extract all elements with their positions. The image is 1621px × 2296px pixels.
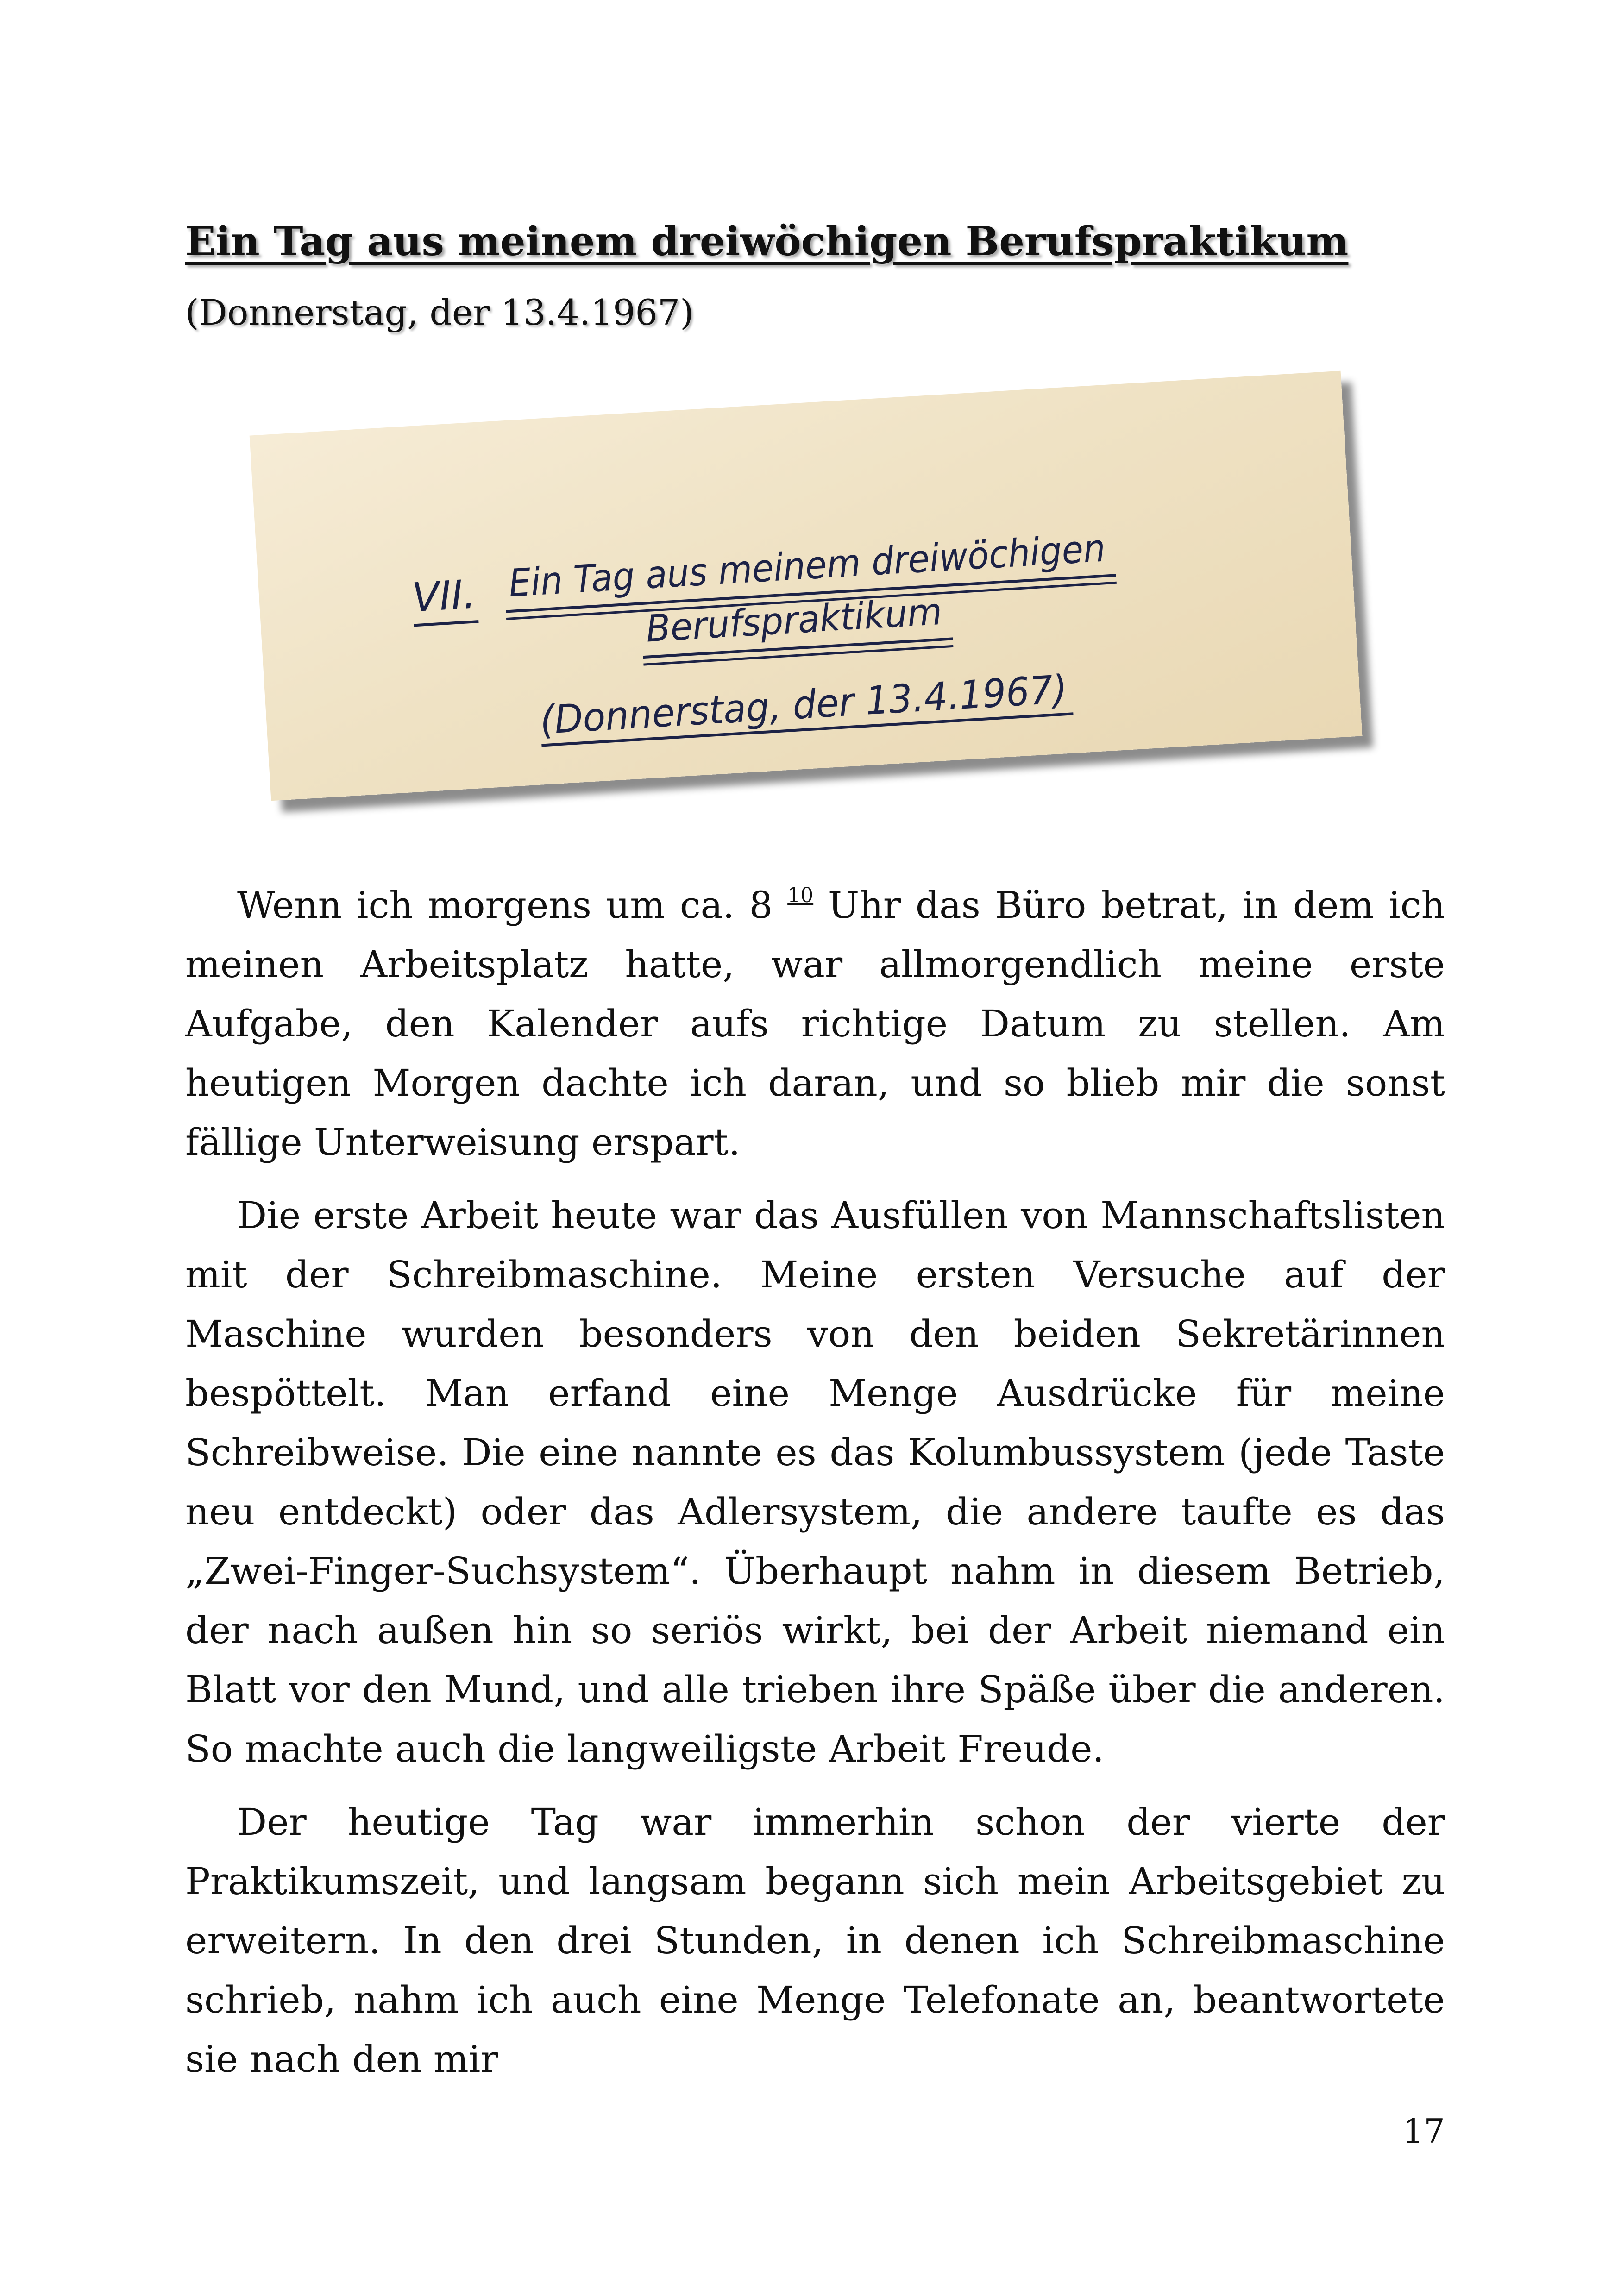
paragraph-3: Der heutige Tag war immerhin schon der vierte der Praktikumszeit, und langsam begann sich mein Arbeitsgebiet zu erweitern. In den drei Stunden, in denen ich Schreibmaschine schrieb, nahm ich auch eine Menge Telefonate an, beantwortete sie nach den mir (185, 1800, 1445, 2081)
chapter-title: Ein Tag aus meinem dreiwöchigen Berufspraktikum (185, 218, 1349, 265)
paragraph-1 (185, 866, 1445, 1172)
p1-rest: Uhr das Büro betrat, in dem ich meinen Arbeitsplatz hatte, war allmorgendlich meine erste Aufgabe, den Kalender aufs richtige Datum zu stellen. Am heutigen Morgen dachte ich daran, und so blieb mir die sonst fällige Unterweisung erspart. (185, 884, 1445, 1164)
p1-start: Wenn ich morgens um ca. 8 (237, 884, 788, 927)
handwriting-svg (250, 371, 1363, 801)
numeral-underline (414, 621, 479, 625)
handwritten-note-photo (250, 371, 1363, 801)
note-line1: Ein Tag aus meinem dreiwöchigen (507, 523, 1160, 606)
chapter-date: (Donnerstag, der 13.4.1967) (185, 292, 694, 333)
note-numeral: VII. (411, 571, 477, 621)
note-line3: (Donnerstag, der 13.4.1967) (539, 665, 1098, 743)
note-line2: Berufspraktikum (645, 589, 955, 651)
page-number: 17 (1402, 2112, 1445, 2151)
body-text (185, 866, 1445, 2103)
time-minutes-superscript: 10 (787, 884, 814, 907)
paragraph-2: Die erste Arbeit heute war das Ausfüllen von Mannschaftslisten mit der Schreibmaschine. Meine ersten Versuche auf der Maschine wurden besonders von den beiden Sekretärinnen bespöttelt. Man erfand eine Menge Ausdrücke für meine Schreibweise. Die eine nannte es das Kolumbussystem (jede Taste neu entdeckt) oder das Adlersystem, die andere taufte es das „Zwei-Finger-Suchsystem“. Überhaupt nahm in diesem Betrieb, der nach außen hin so seriös wirkt, bei der Arbeit niemand ein Blatt vor den Mund, und alle trieben ihre Späße über die anderen. So machte auch die langweiligste Arbeit Freude. (185, 1194, 1445, 1770)
